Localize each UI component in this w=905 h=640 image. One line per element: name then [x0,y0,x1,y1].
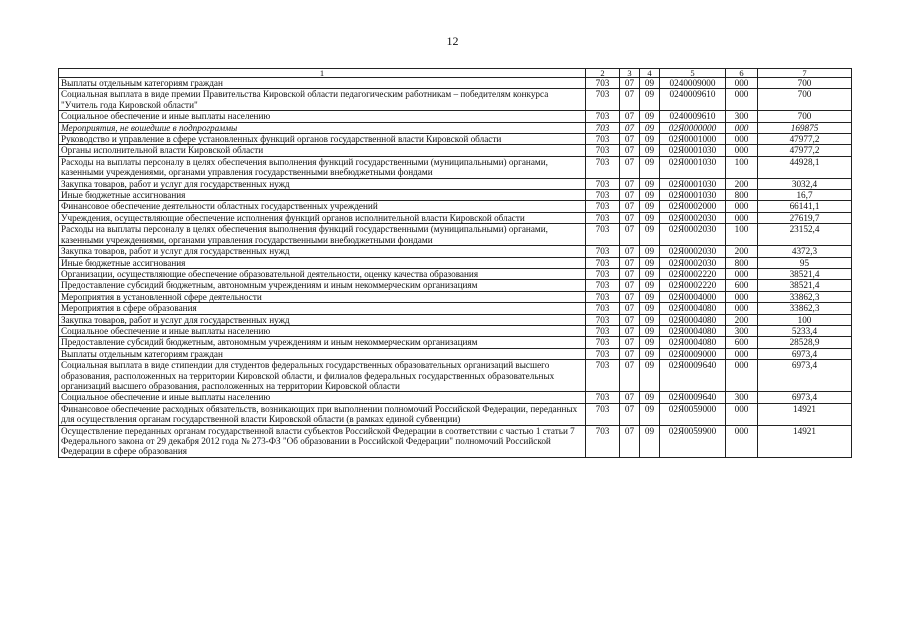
amount-cell: 700 [758,111,852,122]
subsection-code-cell: 09 [640,325,660,336]
target-article-code-cell: 02Я0002030 [660,246,726,257]
amount-cell: 6973,4 [758,392,852,403]
expense-name-cell: Выплаты отдельным категориям граждан [59,78,586,89]
subsection-code-cell: 09 [640,111,660,122]
section-code-cell: 07 [620,303,640,314]
expense-name-cell: Закупка товаров, работ и услуг для государственных нужд [59,178,586,189]
section-code-cell: 07 [620,314,640,325]
subsection-code-cell: 09 [640,246,660,257]
subsection-code-cell: 09 [640,201,660,212]
expense-type-code-cell: 000 [726,303,758,314]
section-code-cell: 07 [620,392,640,403]
amount-cell: 38521,4 [758,280,852,291]
subsection-code-cell: 09 [640,224,660,246]
target-article-code-cell: 0240009610 [660,111,726,122]
target-article-code-cell: 02Я0004000 [660,291,726,302]
expense-type-code-cell: 000 [726,201,758,212]
target-article-code-cell: 02Я0001030 [660,145,726,156]
table-row [59,134,852,145]
table-row [59,425,852,457]
amount-cell: 6973,4 [758,360,852,392]
ministry-code-cell: 703 [586,122,620,133]
expense-name-cell: Предоставление субсидий бюджетным, автономным учреждениям и иным некоммерческим организациям [59,337,586,348]
column-number: 7 [758,69,852,78]
page-number: 12 [446,34,459,48]
amount-cell: 6973,4 [758,348,852,359]
table-row [59,145,852,156]
target-article-code-cell: 02Я0002030 [660,224,726,246]
amount-cell: 4372,3 [758,246,852,257]
ministry-code-cell: 703 [586,291,620,302]
column-number: 4 [640,69,660,78]
expense-type-code-cell: 800 [726,257,758,268]
ministry-code-cell: 703 [586,425,620,457]
expense-name-cell: Мероприятия, не вошедшие в подпрограммы [59,122,586,133]
table-row [59,190,852,201]
section-code-cell: 07 [620,291,640,302]
section-code-cell: 07 [620,178,640,189]
subsection-code-cell: 09 [640,348,660,359]
target-article-code-cell: 02Я0004080 [660,314,726,325]
expense-type-code-cell: 300 [726,325,758,336]
table-row [59,212,852,223]
ministry-code-cell: 703 [586,145,620,156]
section-code-cell: 07 [620,134,640,145]
ministry-code-cell: 703 [586,178,620,189]
section-code-cell: 07 [620,156,640,178]
subsection-code-cell: 09 [640,303,660,314]
subsection-code-cell: 09 [640,78,660,89]
expense-name-cell: Закупка товаров, работ и услуг для государственных нужд [59,314,586,325]
table-row [59,348,852,359]
target-article-code-cell: 02Я0002030 [660,212,726,223]
expense-name-cell: Финансовое обеспечение деятельности областных государственных учреждений [59,201,586,212]
table-row [59,224,852,246]
expense-type-code-cell: 000 [726,145,758,156]
amount-cell: 700 [758,89,852,111]
table-row [59,111,852,122]
target-article-code-cell: 02Я0002220 [660,280,726,291]
ministry-code-cell: 703 [586,212,620,223]
amount-cell: 95 [758,257,852,268]
amount-cell: 14921 [758,403,852,425]
target-article-code-cell: 02Я0001030 [660,178,726,189]
ministry-code-cell: 703 [586,246,620,257]
ministry-code-cell: 703 [586,348,620,359]
expense-name-cell: Иные бюджетные ассигнования [59,190,586,201]
target-article-code-cell: 02Я0059000 [660,403,726,425]
expense-name-cell: Социальное обеспечение и иные выплаты населению [59,325,586,336]
amount-cell: 44928,1 [758,156,852,178]
expense-name-cell: Иные бюджетные ассигнования [59,257,586,268]
target-article-code-cell: 0240009610 [660,89,726,111]
subsection-code-cell: 09 [640,178,660,189]
table-row [59,325,852,336]
table-row [59,178,852,189]
subsection-code-cell: 09 [640,212,660,223]
ministry-code-cell: 703 [586,134,620,145]
ministry-code-cell: 703 [586,314,620,325]
section-code-cell: 07 [620,145,640,156]
subsection-code-cell: 09 [640,403,660,425]
ministry-code-cell: 703 [586,337,620,348]
ministry-code-cell: 703 [586,224,620,246]
column-number-row [59,69,852,78]
table-row [59,280,852,291]
amount-cell: 33862,3 [758,291,852,302]
expense-name-cell: Мероприятия в установленной сфере деятельности [59,291,586,302]
target-article-code-cell: 02Я0009640 [660,392,726,403]
subsection-code-cell: 09 [640,145,660,156]
section-code-cell: 07 [620,201,640,212]
table-row [59,268,852,279]
expense-type-code-cell: 200 [726,314,758,325]
expense-name-cell: Осуществление переданных органам государственной власти субъектов Российской Федерации в соответствии с частью 1 статьи 7 Федерального закона от 29 декабря 2012 года № 273-ФЗ "Об образовании в Российской Федерации" полномочий Российской Федерации в сфере образования [59,425,586,457]
target-article-code-cell: 02Я0001030 [660,156,726,178]
section-code-cell: 07 [620,224,640,246]
ministry-code-cell: 703 [586,360,620,392]
table-row [59,156,852,178]
target-article-code-cell: 0240009000 [660,78,726,89]
section-code-cell: 07 [620,246,640,257]
amount-cell: 700 [758,78,852,89]
expense-type-code-cell: 000 [726,212,758,223]
expense-type-code-cell: 000 [726,348,758,359]
table-row [59,201,852,212]
section-code-cell: 07 [620,337,640,348]
amount-cell: 23152,4 [758,224,852,246]
table-row [59,337,852,348]
subsection-code-cell: 09 [640,89,660,111]
table-row [59,257,852,268]
expense-type-code-cell: 600 [726,280,758,291]
expense-type-code-cell: 300 [726,392,758,403]
expense-type-code-cell: 000 [726,268,758,279]
expense-type-code-cell: 000 [726,425,758,457]
amount-cell: 47977,2 [758,145,852,156]
subsection-code-cell: 09 [640,360,660,392]
expense-name-cell: Организации, осуществляющие обеспечение образовательной деятельности, оценку качества образования [59,268,586,279]
table-row [59,360,852,392]
expense-name-cell: Предоставление субсидий бюджетным, автономным учреждениям и иным некоммерческим организациям [59,280,586,291]
amount-cell: 3032,4 [758,178,852,189]
expense-type-code-cell: 100 [726,156,758,178]
ministry-code-cell: 703 [586,156,620,178]
ministry-code-cell: 703 [586,201,620,212]
table-row [59,246,852,257]
section-code-cell: 07 [620,89,640,111]
table-row [59,314,852,325]
table-row [59,403,852,425]
target-article-code-cell: 02Я0004080 [660,325,726,336]
expense-name-cell: Социальная выплата в виде стипендии для студентов федеральных государственных образовательных организаций высшего образования, расположенных на территории Кировской области, и филиалов федеральных государственных образовательных организаций высшего образования, расположенных на территории Кировской области [59,360,586,392]
subsection-code-cell: 09 [640,122,660,133]
target-article-code-cell: 02Я0009000 [660,348,726,359]
expense-name-cell: Органы исполнительной власти Кировской области [59,145,586,156]
ministry-code-cell: 703 [586,78,620,89]
expense-type-code-cell: 100 [726,224,758,246]
column-number: 1 [59,69,586,78]
subsection-code-cell: 09 [640,280,660,291]
ministry-code-cell: 703 [586,403,620,425]
amount-cell: 33862,3 [758,303,852,314]
target-article-code-cell: 02Я0001000 [660,134,726,145]
table-row [59,122,852,133]
ministry-code-cell: 703 [586,325,620,336]
table-row [59,78,852,89]
ministry-code-cell: 703 [586,268,620,279]
expense-name-cell: Расходы на выплаты персоналу в целях обеспечения выполнения функций государственными (муниципальными) органами, казенными учреждениями, органами управления государственными внебюджетными фондами [59,224,586,246]
column-number: 2 [586,69,620,78]
section-code-cell: 07 [620,325,640,336]
section-code-cell: 07 [620,78,640,89]
expense-type-code-cell: 200 [726,178,758,189]
section-code-cell: 07 [620,268,640,279]
amount-cell: 16,7 [758,190,852,201]
expense-name-cell: Учреждения, осуществляющие обеспечение исполнения функций органов исполнительной власти Кировской области [59,212,586,223]
section-code-cell: 07 [620,257,640,268]
section-code-cell: 07 [620,360,640,392]
amount-cell: 27619,7 [758,212,852,223]
target-article-code-cell: 02Я0000000 [660,122,726,133]
ministry-code-cell: 703 [586,257,620,268]
subsection-code-cell: 09 [640,392,660,403]
ministry-code-cell: 703 [586,303,620,314]
section-code-cell: 07 [620,122,640,133]
column-number: 5 [660,69,726,78]
table-row [59,303,852,314]
column-number: 3 [620,69,640,78]
ministry-code-cell: 703 [586,280,620,291]
expense-name-cell: Закупка товаров, работ и услуг для государственных нужд [59,246,586,257]
table-row [59,392,852,403]
expense-type-code-cell: 300 [726,111,758,122]
column-number: 6 [726,69,758,78]
subsection-code-cell: 09 [640,156,660,178]
section-code-cell: 07 [620,212,640,223]
expense-type-code-cell: 000 [726,122,758,133]
target-article-code-cell: 02Я0002220 [660,268,726,279]
subsection-code-cell: 09 [640,268,660,279]
target-article-code-cell: 02Я0004080 [660,303,726,314]
target-article-code-cell: 02Я0009640 [660,360,726,392]
target-article-code-cell: 02Я0002030 [660,257,726,268]
amount-cell: 5233,4 [758,325,852,336]
subsection-code-cell: 09 [640,257,660,268]
ministry-code-cell: 703 [586,392,620,403]
target-article-code-cell: 02Я0001030 [660,190,726,201]
expense-name-cell: Выплаты отдельным категориям граждан [59,348,586,359]
section-code-cell: 07 [620,348,640,359]
expense-name-cell: Социальное обеспечение и иные выплаты населению [59,392,586,403]
section-code-cell: 07 [620,425,640,457]
subsection-code-cell: 09 [640,314,660,325]
expense-type-code-cell: 800 [726,190,758,201]
ministry-code-cell: 703 [586,89,620,111]
amount-cell: 14921 [758,425,852,457]
expense-name-cell: Финансовое обеспечение расходных обязательств, возникающих при выполнении полномочий Российской Федерации, переданных для осуществления органам государственной власти Кировской области (в рамках единой субвенции) [59,403,586,425]
budget-table [58,68,852,458]
expense-name-cell: Расходы на выплаты персоналу в целях обеспечения выполнения функций государственными (муниципальными) органами, казенными учреждениями, органами управления государственными внебюджетными фондами [59,156,586,178]
table-row [59,89,852,111]
expense-type-code-cell: 000 [726,78,758,89]
amount-cell: 66141,1 [758,201,852,212]
subsection-code-cell: 09 [640,425,660,457]
subsection-code-cell: 09 [640,291,660,302]
section-code-cell: 07 [620,111,640,122]
amount-cell: 47977,2 [758,134,852,145]
subsection-code-cell: 09 [640,190,660,201]
amount-cell: 28528,9 [758,337,852,348]
amount-cell: 38521,4 [758,268,852,279]
expense-type-code-cell: 200 [726,246,758,257]
target-article-code-cell: 02Я0004080 [660,337,726,348]
expense-type-code-cell: 000 [726,291,758,302]
target-article-code-cell: 02Я0002000 [660,201,726,212]
section-code-cell: 07 [620,280,640,291]
amount-cell: 169875 [758,122,852,133]
expense-type-code-cell: 600 [726,337,758,348]
expense-name-cell: Руководство и управление в сфере установленных функций органов государственной власти Кировской области [59,134,586,145]
section-code-cell: 07 [620,403,640,425]
expense-type-code-cell: 000 [726,134,758,145]
table-row [59,291,852,302]
expense-type-code-cell: 000 [726,360,758,392]
subsection-code-cell: 09 [640,337,660,348]
subsection-code-cell: 09 [640,134,660,145]
target-article-code-cell: 02Я0059900 [660,425,726,457]
expense-name-cell: Социальная выплата в виде премии Правительства Кировской области педагогическим работникам – победителям конкурса "Учитель года Кировской области" [59,89,586,111]
expense-name-cell: Мероприятия в сфере образования [59,303,586,314]
expense-type-code-cell: 000 [726,403,758,425]
expense-name-cell: Социальное обеспечение и иные выплаты населению [59,111,586,122]
amount-cell: 100 [758,314,852,325]
expense-type-code-cell: 000 [726,89,758,111]
section-code-cell: 07 [620,190,640,201]
ministry-code-cell: 703 [586,111,620,122]
ministry-code-cell: 703 [586,190,620,201]
table-body [59,69,852,458]
